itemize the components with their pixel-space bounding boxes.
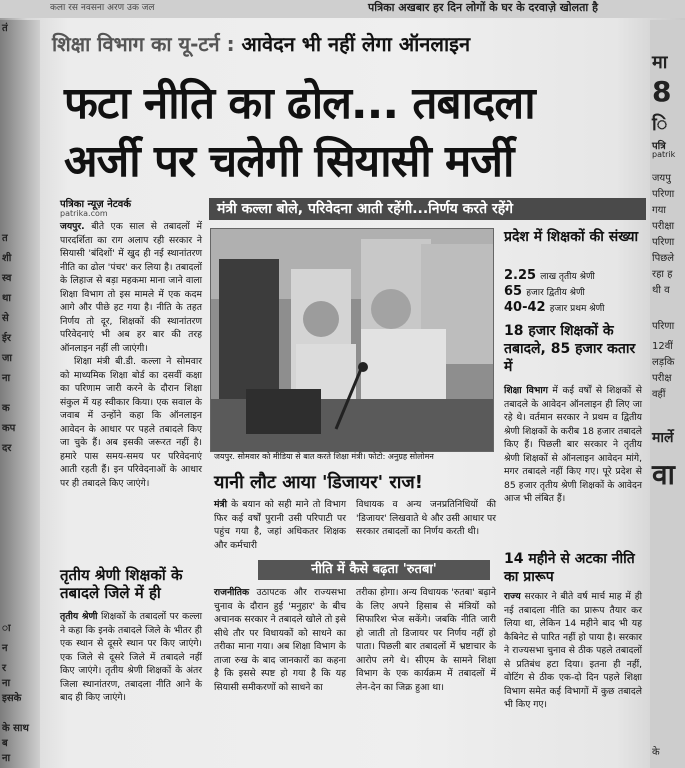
right-edge-line: गया: [652, 205, 667, 216]
left-edge-line: ना: [2, 373, 11, 384]
left-edge-line: से: [2, 313, 9, 324]
right-edge-line: पत्रि: [652, 141, 666, 152]
policy-rutba-banner: नीति में कैसे बढ़ता 'रुतबा': [258, 560, 490, 580]
col4-paragraph: [504, 384, 642, 506]
col1-paragraph-text: शिक्षकों के तबादलों पर कल्ला ने कहा कि इनके तबादले जिले के भीतर ही एक स्थान से दूसरे स्थान पर किए जाएंगे। एक जिले से दूसरे जिले में तबादले नहीं किए जाएंगे। तृतीय श्रेणी शिक्षकों के अंतर जिला स्थानांतरण, तबादला नीति आने के बाद ही किए जाएंगे।: [60, 611, 202, 703]
col1-subhead: तृतीय श्रेणी शिक्षकों के तबादले जिले में ही: [60, 566, 183, 602]
right-edge-line: 8: [652, 75, 672, 108]
col2a-paragraph-text: के बयान को सही माने तो विभाग फिर कई वर्षों पुरानी उसी परिपाटी पर पहुंच गया है, जहां अधिकतर शिक्षक और कर्मचारी: [214, 499, 346, 551]
col3a-paragraph: [214, 586, 346, 694]
byline-site: patrika.com: [60, 209, 108, 218]
kicker-part1: शिक्षा विभाग का यू-टर्न :: [52, 32, 235, 56]
col4-paragraph-text: सरकार ने बीते वर्ष मार्च माह में ही नई तबादला नीति का प्रारूप तैयार कर लिया था, लेकिन 14 महीने बाद भी यह कैबिनेट से पारित नहीं हो पाया है। सरकार ने राज्यसभा चुनाव से ठीक पहले तबादलों से प्रतिबंध हटा दिया। इतना ही नहीं, वोटिंग से ठीक एक-दो दिन पहले शिक्षा विभाग समेत कई विभागों में कुछ तबादले भी किए गए।: [504, 591, 642, 710]
left-edge-line: इसके: [2, 693, 22, 704]
left-edge-line: था: [2, 293, 11, 304]
right-edge-line: मार्ले: [652, 430, 674, 446]
teacher-stat: [504, 300, 604, 315]
top-strip: [0, 0, 685, 18]
left-edge-line: ना: [2, 678, 11, 689]
kicker: [52, 30, 622, 57]
col4-lead: शिक्षा विभाग: [504, 385, 548, 396]
teacher-stat: [504, 284, 585, 299]
teacher-count-heading: प्रदेश में शिक्षकों की संख्या: [504, 229, 639, 245]
right-edge-line: patrik: [652, 150, 676, 159]
col3a-lead: राजनीतिक: [214, 587, 250, 598]
stat-value: 2.25: [504, 268, 537, 283]
left-edge-line: त: [2, 233, 8, 244]
column-4a: [504, 384, 642, 506]
col1-paragraph-text: बीते एक साल से तबादलों में पारदर्शिता का राग अलाप रही सरकार ने सियासी 'बंदिशों' में खुद ही नई स्थानांतरण नीति का ढोल 'पंचर' कर लिया है। तबादलों के लिहाज से बड़ा महकमा माना जाने वाला शिक्षा विभाग तो इस मामले में एक कदम आगे और पीछे हट गया है। नीति के तहत निर्णय तो दूर, शिक्षकों की स्थानांतरण परिवेदनाएं भी अब हर बार की तरह ऑनलाइन नहीं ली जाएंगी।: [60, 221, 202, 354]
kicker-part2: आवेदन भी नहीं लेगा ऑनलाइन: [241, 32, 471, 56]
headline: [64, 75, 644, 191]
left-edge-line: ईर: [2, 333, 11, 344]
right-edge-line: मा: [652, 52, 668, 73]
left-edge-line: तं: [2, 23, 8, 34]
right-edge-line: परिणा: [652, 237, 675, 248]
column-2b: [356, 498, 496, 539]
col1-lead: तृतीय श्रेणी: [60, 611, 98, 622]
stat-value: 65: [504, 284, 523, 299]
photo-illustration: [211, 229, 493, 451]
right-edge-line: परीक्ष: [652, 373, 672, 384]
column-1-lower: [60, 610, 202, 705]
stat-label: हजार द्वितीय श्रेणी: [526, 288, 585, 298]
main-article: [44, 20, 646, 768]
col2a-paragraph: [214, 498, 346, 552]
col1-paragraph: शिक्षा मंत्री बी.डी. कल्ला ने सोमवार को माध्यमिक शिक्षा बोर्ड का दसवीं कक्षा का परिणाम जारी करने के दौरान शिक्षा संकुल में यह स्वीकार किया। एक सवाल के जवाब में उन्होंने कहा कि ऑनलाइन आवेदन के आधार पर पहले तबादले किए जा चुके हैं। अब इसकी जरूरत नहीं है। हमारे पास समय-समय पर परिवेदनाएं आती रहती हैं। इन परिवेदनाओं के आधार पर ही तबादले किए जाएंगे।: [60, 356, 202, 489]
left-edge-line: ब: [2, 738, 8, 749]
stat-value: 40-42: [504, 300, 546, 315]
desire-raj-heading: यानी लौट आया 'डिजायर' राज!: [214, 472, 423, 493]
left-edge-line: ना: [2, 753, 11, 764]
top-strip-right-text: पत्रिका अखबार हर दिन लोगों के घर के दरवाज़े खोलता है: [368, 1, 598, 14]
col4-paragraph: [504, 590, 642, 712]
col4-lead: राज्य: [504, 591, 521, 602]
right-edge-line: के: [652, 747, 660, 758]
column-3b: [356, 586, 496, 694]
right-edge-line: वा: [652, 458, 675, 491]
left-edge-line: ा: [2, 623, 11, 634]
right-edge-line: ि: [652, 114, 668, 135]
top-strip-left-text: कला रस नवसना अरण उक जल: [50, 3, 155, 13]
left-edge-line: के साथ: [2, 723, 29, 734]
col3a-paragraph-text: उठापटक और राज्यसभा चुनाव के दौरान हुई 'मनुहार' के बीच अचानक सरकार ने तबादले खोले तो इसे सीधे तौर पर विधायकों को साधने का तरीका माना गया। अब शिक्षा विभाग के ताजा रुख के बाद जानकारों का कहना है कि इससे स्पष्ट हो गया है कि यह सियासी समीकरणों को साधने का: [214, 587, 346, 693]
col2b-paragraph: विधायक व अन्य जनप्रतिनिधियों की 'डिजायर' लिखवाते थे और उसी आधार पर सरकार तबादलों का निर्णय करती थी।: [356, 499, 496, 537]
right-edge-line: लड़कि: [652, 357, 675, 368]
left-edge-line: कप: [2, 423, 16, 434]
column-1: [60, 220, 202, 490]
col1-paragraph: [60, 220, 202, 355]
col3b-paragraph: तरीका होगा। अन्य विधायक 'रुतबा' बढ़ाने के लिए अपने हिसाब से मंत्रियों को सिफारिश भेज सकेंगे। जबकि नीति जारी हो जाती तो डिजायर पर निर्णय नहीं हो पाता। पिछली बार तबादलों में भ्रष्टाचार के आरोप लगे थे। सीएम के सामने शिक्षा विभाग के एक कार्यक्रम में तबादलों में लेन-देन का जिक्र हुआ था।: [356, 587, 496, 693]
right-edge-line: वहीं: [652, 389, 666, 400]
byline: पत्रिका न्यूज़ नेटवर्क: [60, 199, 132, 210]
headline-line2: अर्जी पर चलेगी सियासी मर्जी: [64, 136, 514, 187]
right-edge-line: पिछले: [652, 253, 675, 264]
left-edge-line: न: [2, 643, 8, 654]
right-edge-line: 12वीं: [652, 341, 673, 352]
col2a-lead: मंत्री: [214, 499, 227, 510]
column-4b: [504, 590, 642, 712]
col1-paragraph: [60, 610, 202, 705]
left-edge-line: क: [2, 403, 10, 414]
stat-label: हजार प्रथम श्रेणी: [549, 304, 605, 314]
right-edge-line: परिणा: [652, 321, 675, 332]
right-edge-line: रहा ह: [652, 269, 673, 280]
right-edge-line: जयपु: [652, 173, 671, 184]
adjacent-article-left: [0, 20, 40, 768]
left-edge-line: शी: [2, 253, 12, 264]
teacher-stat: [504, 268, 595, 283]
photo-caption: जयपुर. सोमवार को मीडिया से बात करते शिक्षा मंत्री। फोटो: अनुग्रह सोलोमन: [214, 452, 434, 461]
col4-paragraph-text: में कई वर्षों से शिक्षकों से तबादले के आवेदन ऑनलाइन ही लिए जा रहे थे। वर्तमान सरकार ने प्रथम व द्वितीय श्रेणी शिक्षकों के करीब 18 हजार तबादले किए हैं। पिछली बार सरकार ने तृतीय श्रेणी शिक्षकों से ऑनलाइन आवेदन मांगे, मगर तबादले नहीं किए गए। पूरे प्रदेश से 85 हजार तृतीय श्रेणी शिक्षकों के आवेदन आज भी लंबित हैं।: [504, 385, 642, 504]
policy-draft-heading: 14 महीने से अटका नीति का प्रारूप: [504, 551, 635, 585]
left-edge-line: जा: [2, 353, 13, 364]
column-2a: [214, 498, 346, 552]
column-3a: [214, 586, 346, 694]
transfers-pending-heading: 18 हजार शिक्षकों के तबादले, 85 हजार कतार में: [504, 323, 636, 375]
stat-label: लाख तृतीय श्रेणी: [540, 272, 595, 282]
right-edge-line: परीक्षा: [652, 221, 675, 232]
left-edge-line: र: [2, 663, 7, 674]
left-edge-line: दर: [2, 443, 12, 454]
left-edge-line: स्व: [2, 273, 12, 284]
headline-line1: फटा नीति का ढोल... तबादला: [64, 78, 535, 129]
right-edge-line: परिणा: [652, 189, 675, 200]
press-conference-photo: [210, 228, 494, 452]
adjacent-article-right: [650, 20, 685, 768]
col1-dateline: जयपुर.: [60, 221, 85, 232]
right-edge-line: थी व: [652, 285, 670, 296]
minister-quote-banner: मंत्री कल्ला बोले, परिवेदना आती रहेंगी...निर्णय करते रहेंगे: [209, 198, 646, 220]
